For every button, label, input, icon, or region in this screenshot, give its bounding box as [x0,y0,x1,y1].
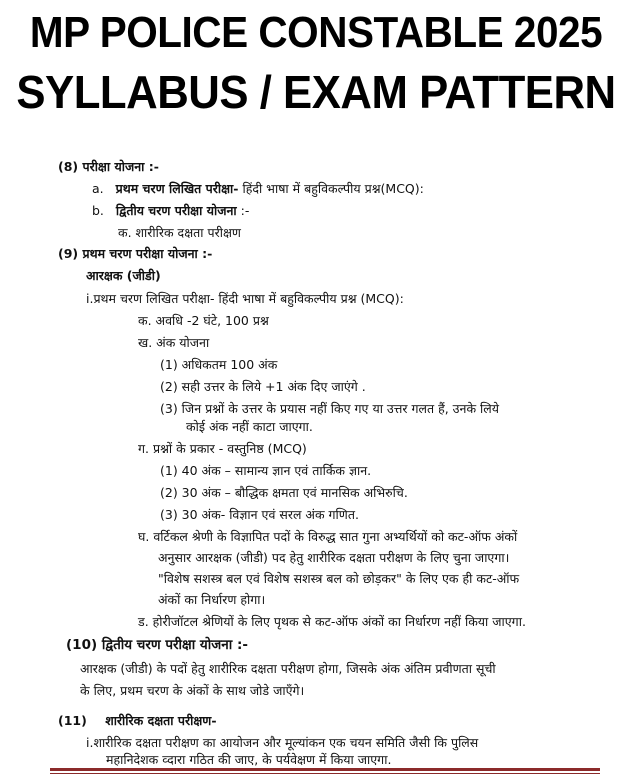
item-b-bold: द्वितीय चरण परीक्षा योजना [115,203,237,218]
bottom-divider-thin [50,773,600,774]
section-8-heading: (8) परीक्षा योजना :- [58,159,159,174]
section-9-heading: (9) प्रथम चरण परीक्षा योजना :- [58,246,213,261]
section-8-item-b-sub: क. शारीरिक दक्षता परीक्षण [118,225,241,240]
item-b-label: b. [92,203,104,218]
section-9-gha-4: अंकों का निर्धारण होगा। [158,592,266,607]
section-10-para-line-2: के लिए, प्रथम चरण के अंकों के साथ जोडे जाएँगे। [80,683,305,698]
section-9-ga: ग. प्रश्नों के प्रकार - वस्तुनिष्ठ (MCQ) [138,441,307,456]
section-9-ka: क. अवधि -2 घंटे, 100 प्रश्न [138,313,269,328]
document-title-line-2: SYLLABUS / EXAM PATTERN [16,66,616,118]
section-8-item-a [92,180,424,198]
section-9-ga-3: (3) 30 अंक- विज्ञान एवं सरल अंक गणित. [160,507,359,522]
section-9-ga-1: (1) 40 अंक – सामान्य ज्ञान एवं तार्किक ज्ञान. [160,463,372,478]
section-9-gha-3: "विशेष सशस्त्र बल एवं विशेष सशस्त्र बल को छोड़कर" के लिए एक ही कट-ऑफ [158,571,520,586]
section-9-kha-1: (1) अधिकतम 100 अंक [160,357,278,372]
bottom-divider-thick [50,768,600,771]
section-9-intro: i.प्रथम चरण लिखित परीक्षा- हिंदी भाषा में बहुविकल्पीय प्रश्न (MCQ): [86,291,404,306]
section-9-post: आरक्षक (जीडी) [86,268,161,283]
section-9-kha-3b: कोई अंक नहीं काटा जाएगा. [186,419,313,434]
section-11-para-line-2: महानिदेशक व्दारा गठित की जाए, के पर्यवेक्षण में किया जाएगा. [106,752,392,767]
section-9-kha: ख. अंक योजना [138,335,210,350]
section-8-item-b [92,202,249,220]
item-a-text: हिंदी भाषा में बहुविकल्पीय प्रश्न(MCQ): [238,181,424,196]
item-a-bold: प्रथम चरण लिखित परीक्षा- [115,181,239,196]
section-11-para-line-1: i.शारीरिक दक्षता परीक्षण का आयोजन और मूल्यांकन एक चयन समिति जैसी कि पुलिस [86,735,479,750]
section-10-para-line-1: आरक्षक (जीडी) के पदों हेतु शारीरिक दक्षता परीक्षण होगा, जिसके अंक अंतिम प्रवीणता सूची [80,661,496,676]
item-a-label: a. [92,181,104,196]
section-9-gha-1: घ. वर्टिकल श्रेणी के विज्ञापित पदों के विरुद्ध सात गुना अभ्यर्थियों को कट-ऑफ अंकों [138,529,518,544]
section-9-kha-3a: (3) जिन प्रश्नों के उत्तर के प्रयास नहीं किए गए या उत्तर गलत हैं, उनके लिये [160,401,499,416]
section-9-da: ड. होरीजॉटल श्रेणियों के लिए पृथक से कट-ऑफ अंकों का निर्धारण नहीं किया जाएगा. [138,614,526,629]
section-9-gha-2: अनुसार आरक्षक (जीडी) पद हेतु शारीरिक दक्षता परीक्षण के लिए चुना जाएगा। [158,550,510,565]
document-title-line-1: MP POLICE CONSTABLE 2025 [29,8,603,57]
section-11-title: शारीरिक दक्षता परीक्षण- [105,713,217,728]
section-9-ga-2: (2) 30 अंक – बौद्धिक क्षमता एवं मानसिक अभिरुचि. [160,485,408,500]
section-10-heading: (10) द्वितीय चरण परीक्षा योजना :- [66,637,248,653]
section-11-number: (11) [58,713,87,728]
item-b-text: :- [236,203,250,218]
section-11-heading [58,712,217,730]
section-9-kha-2: (2) सही उत्तर के लिये +1 अंक दिए जाएंगे . [160,379,366,394]
